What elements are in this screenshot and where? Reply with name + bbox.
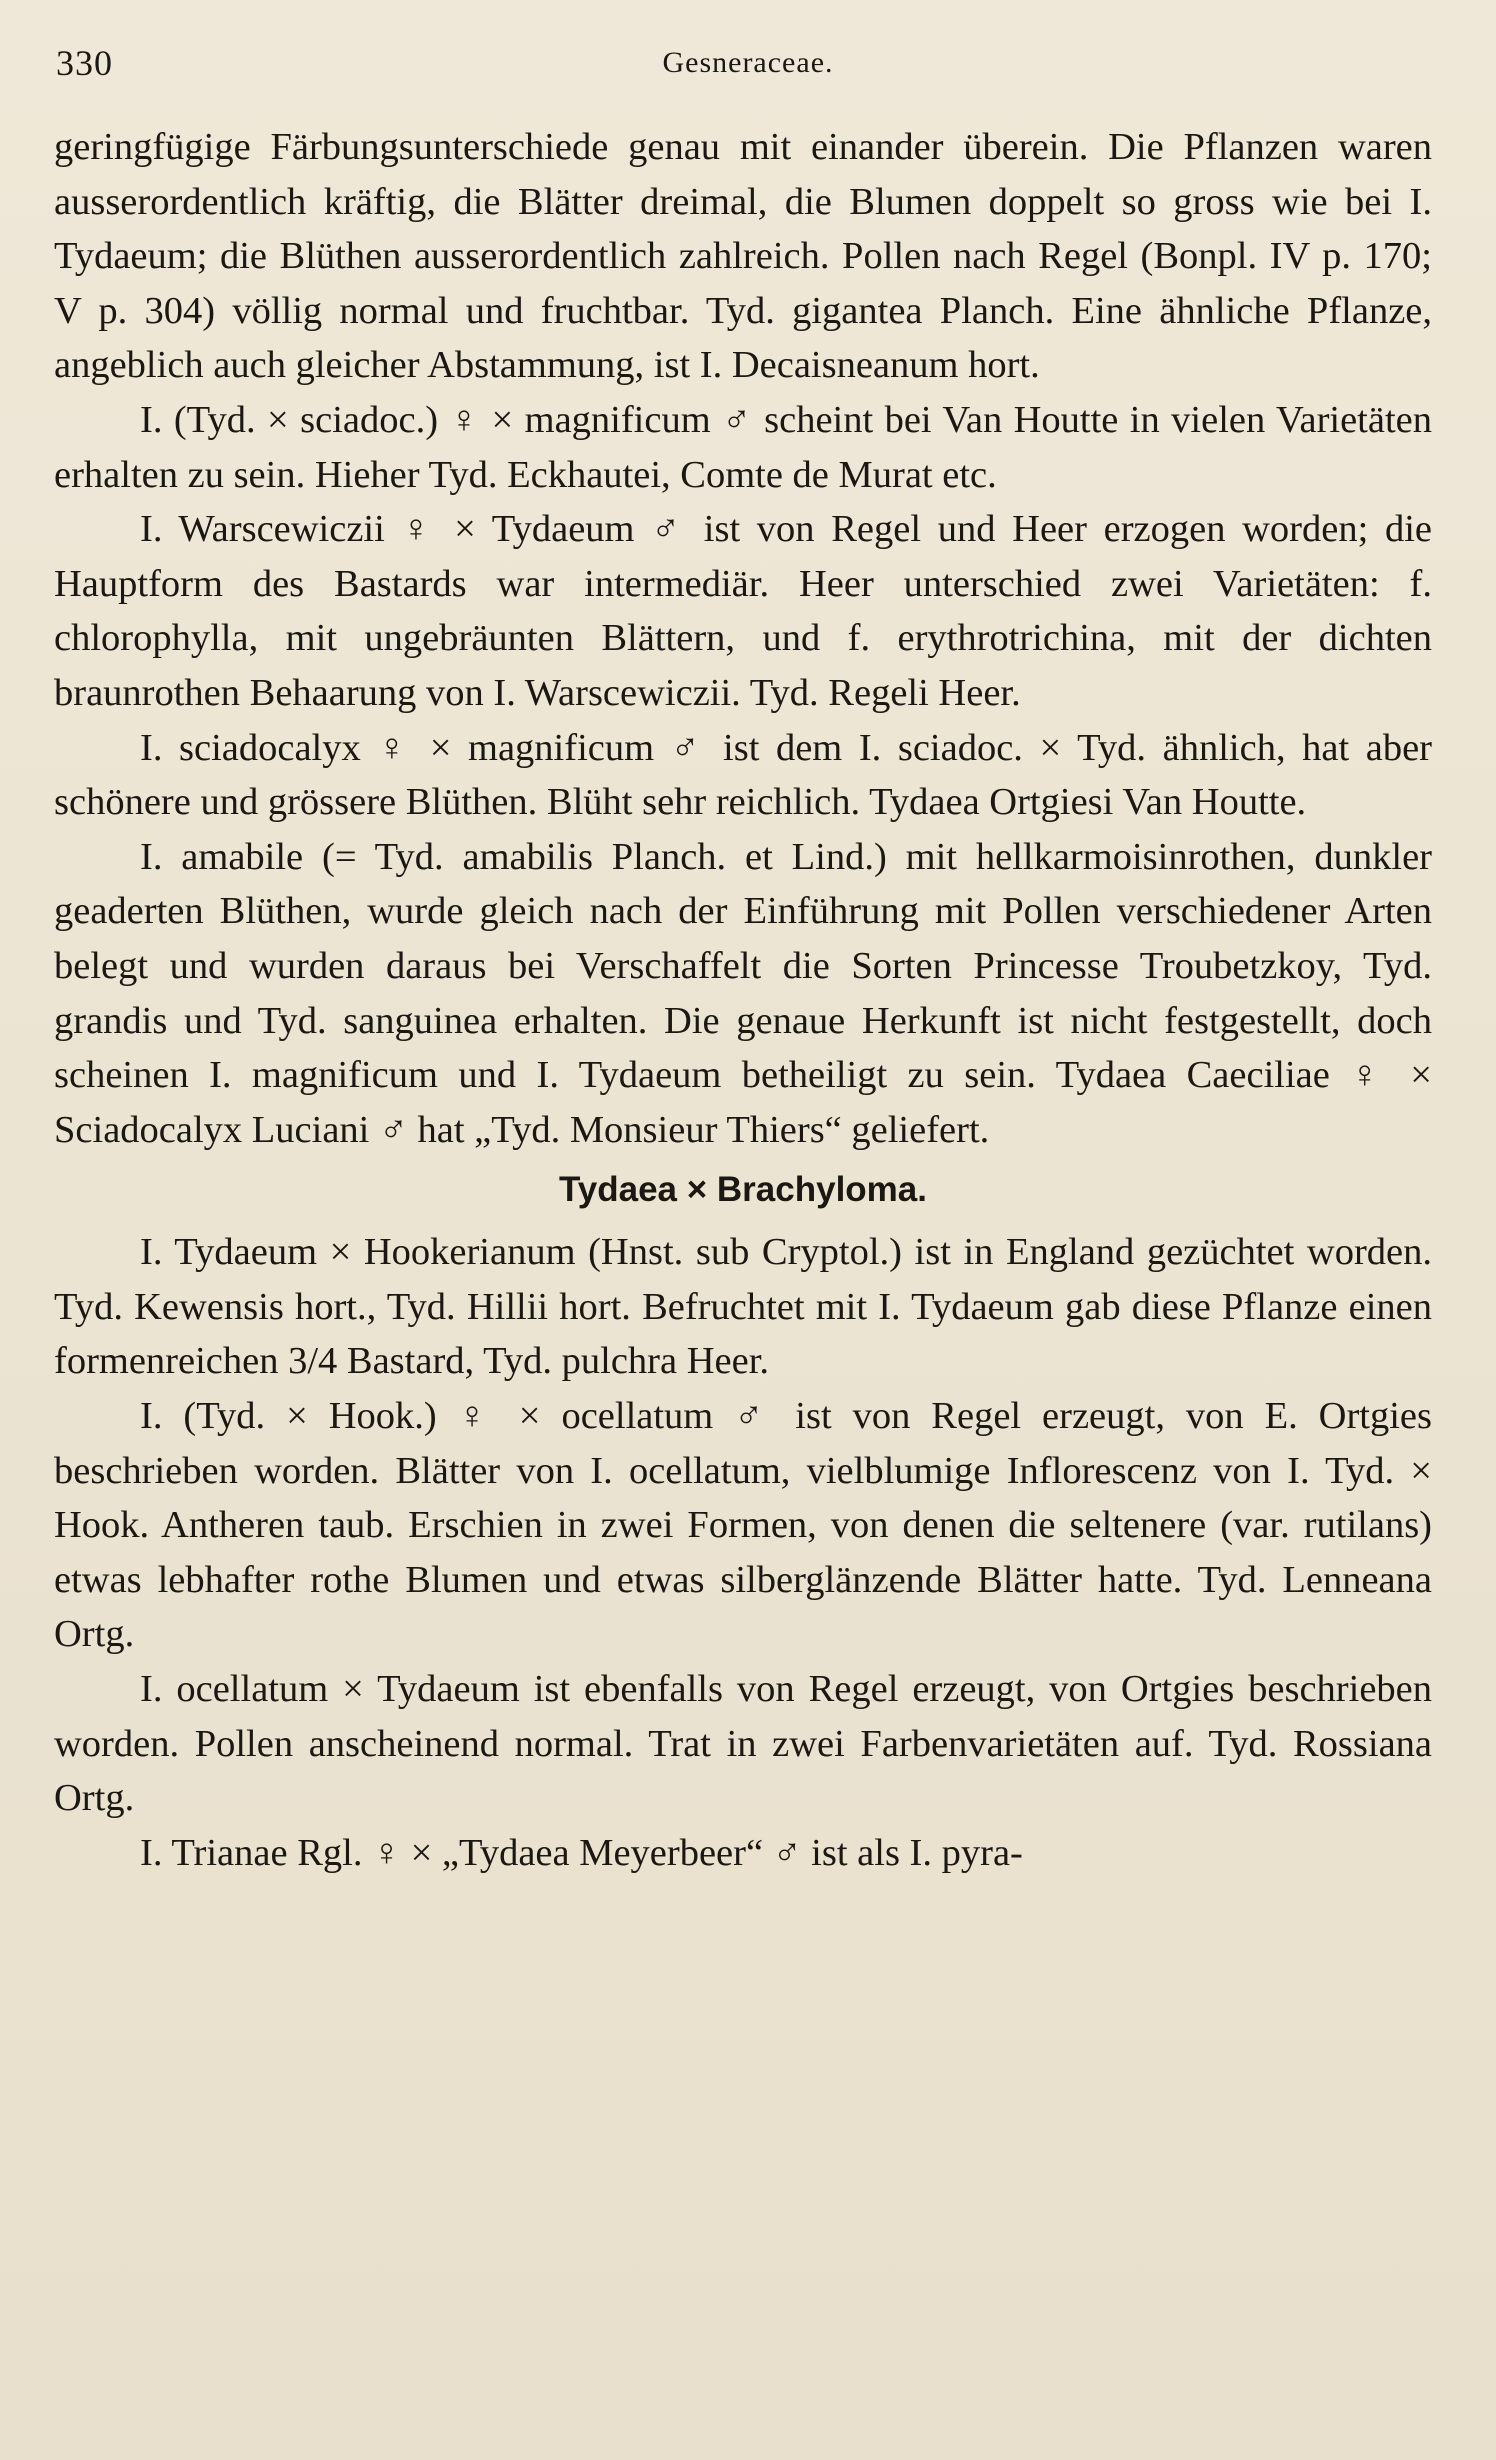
section-heading: Tydaea × Brachyloma. [559, 1170, 927, 1210]
paragraph-warscewiczii: I. Warscewiczii ♀ × Tydaeum ♂ ist von Regel und Heer erzogen worden; die Hauptform des Bastards war intermediär. Heer unterschied zwei Varietäten: f. chlorophylla, mit ungebräunten Blättern, und f. erythrotrichina, mit der dichten braunrothen Behaarung von I. Warscewiczii. Tyd. Regeli Heer. [54, 508, 1432, 714]
page-number: 330 [56, 43, 113, 83]
paragraph-sciadocalyx: I. sciadocalyx ♀ × magnificum ♂ ist dem I. sciadoc. × Tyd. ähnlich, hat aber schönere und grössere Blüthen. Blüht sehr reichlich. Tydaea Ortgiesi Van Houtte. [54, 726, 1432, 824]
paragraph-tyd-hook-ocellatum: I. (Tyd. × Hook.) ♀ × ocellatum ♂ ist von Regel erzeugt, von E. Ortgies beschrieben worden. Blätter von I. ocellatum, vielblumige Inflorescenz von I. Tyd. × Hook. Antheren taub. Erschien in zwei Formen, von denen die seltenere (var. rutilans) etwas lebhafter rothe Blumen und etwas silberglänzende Blätter hatte. Tyd. Lenneana Ortg. [54, 1395, 1432, 1656]
paragraph-continued: geringfügige Färbungsunterschiede genau mit einander überein. Die Pflanzen waren ausserordentlich kräftig, die Blätter dreimal, die Blumen doppelt so gross wie bei I. Tydaeum; die Blüthen ausserordentlich zahlreich. Pollen nach Regel (Bonpl. IV p. 170; V p. 304) völlig normal und fruchtbar. Tyd. gigantea Planch. Eine ähnliche Pflanze, angeblich auch gleicher Abstammung, ist I. Decaisneanum hort. [54, 126, 1432, 387]
paragraph-ocellatum-tydaeum: I. ocellatum × Tydaeum ist ebenfalls von Regel erzeugt, von Ortgies beschrieben worden. Pollen anscheinend normal. Trat in zwei Farbenvarietäten auf. Tyd. Rossiana Ortg. [54, 1668, 1432, 1820]
body-text [54, 120, 1432, 1880]
paragraph-tydaeum-hookerianum: I. Tydaeum × Hookerianum (Hnst. sub Cryptol.) ist in England gezüchtet worden. Tyd. Kewensis hort., Tyd. Hillii hort. Befruchtet mit I. Tydaeum gab diese Pflanze einen formenreichen 3/4 Bastard, Tyd. pulchra Heer. [54, 1231, 1432, 1383]
page-header [56, 34, 1440, 94]
paragraph-tyd-sciadoc-magnificum: I. (Tyd. × sciadoc.) ♀ × magnificum ♂ scheint bei Van Houtte in vielen Varietäten erhalten zu sein. Hieher Tyd. Eckhautei, Comte de Murat etc. [54, 398, 1432, 496]
paragraph-trianae: I. Trianae Rgl. ♀ × „Tydaea Meyerbeer“ ♂ ist als I. pyra- [140, 1831, 1023, 1874]
running-head: Gesneraceae. [662, 46, 834, 79]
paragraph-amabile: I. amabile (= Tyd. amabilis Planch. et Lind.) mit hellkarmoisinrothen, dunkler geaderten Blüthen, wurde gleich nach der Einführung mit Pollen verschiedener Arten belegt und wurden daraus bei Verschaffelt die Sorten Princesse Troubetzkoy, Tyd. grandis und Tyd. sanguinea erhalten. Die genaue Herkunft ist nicht festgestellt, doch scheinen I. magnificum und I. Tydaeum betheiligt zu sein. Tydaea Caeciliae ♀ × Sciadocalyx Luciani ♂ hat „Tyd. Monsieur Thiers“ geliefert. [54, 835, 1432, 1151]
